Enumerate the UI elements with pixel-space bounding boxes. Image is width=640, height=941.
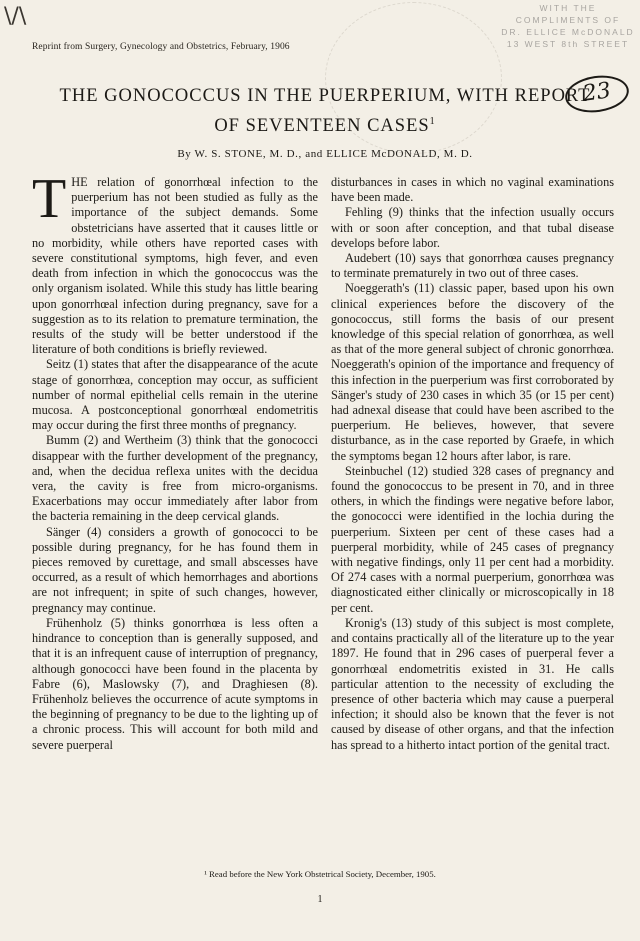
title-line-2: OF SEVENTEEN CASES$^1$ bbox=[214, 116, 436, 137]
title-footnote-marker: 1 bbox=[429, 116, 436, 127]
paragraph: Steinbuchel (12) studied 328 cases of pregnancy and found the gonococcus to be present in 70, and in three others, in which the findings were negative before labor, the gonococci were identified in the lochia during the puerperium. Sixteen per cent of these cases had a puerperal morbidity, while of 245 cases of pregnancy with negative findings, only 11 per cent had a morbidity. Of 274 cases with a normal puerperium, gonorrhœa was diagnosticated either clinically or microscopically in 18 per cent. bbox=[331, 463, 614, 615]
paragraph: disturbances in cases in which no vaginal examinations have been made. bbox=[331, 175, 614, 205]
paragraph: Frühenholz (5) thinks gonorrhœa is less often a hindrance to conception than is generally supposed, and that it is an infrequent cause of interruption of pregnancy, although gonococci have been found in the placenta by Fabre (6), Maslowsky (7), and Draghiesen (8). Frühenholz believes the occurrence of acute symptoms in the beginning of pregnancy to be due to the lighting up of a chronic process. This will account for both mild and severe puerperal bbox=[32, 615, 318, 752]
page-number: 1 bbox=[317, 894, 323, 905]
paragraph: Bumm (2) and Wertheim (3) think that the gonococci disappear with the further development of the pregnancy, and, when the decidua reflexa unites with the decidua vera, the cavity is free from micro-organisms. Exacerbations may occur immediately after labor from the bacteria remaining in the deep cervical glands. bbox=[32, 433, 318, 524]
drop-cap: T bbox=[32, 168, 67, 230]
paragraph: Noeggerath's (11) classic paper, based upon his own clinical experiences before the discovery of the gonococcus, still forms the basis of our present knowledge of this special relation of gonorrhœa, as well as that of the more general subject of chronic gonorrhœa. Noeggerath's opinion of the importance and frequency of this infection in the puerperium was first corroborated by Sänger's study of 230 cases in which 35 (or 15 per cent) had adnexal disease that could have been ascribed to the puerperium. He believes, however, that severe disturbance, as in the case reported by Graefe, in which the symptoms began 12 hours after labor, is rare. bbox=[331, 281, 614, 463]
footnote: ¹ Read before the New York Obstetrical Society, December, 1905. bbox=[204, 869, 436, 879]
left-column bbox=[32, 168, 318, 753]
corner-pencil-mark: \/\ bbox=[4, 4, 27, 29]
title-line-1: THE GONOCOCCUS IN THE PUERPERIUM, WITH REPORT bbox=[59, 86, 591, 106]
reprint-notice: Reprint from Surgery, Gynecology and Obstetrics, February, 1906 bbox=[32, 42, 290, 52]
paragraph: THE relation of gonorrhœal infection to the puerperium has not been studied as fully as the importance of the subject demands. Some obstetricians have asserted that it causes little or no morbidity, while others have reported cases with severe constitutional symptoms, high fever, and even death from infection in which the gonococcus was the only organism isolated. While this study has little bearing upon gonorrhœal infection during pregnancy, save for a suggestion as to its relation to premature termination, the results of the study will be better understood if the literature of both conditions is briefly reviewed. bbox=[32, 168, 318, 357]
stamp-line-2: DR. ELLICE McDONALD bbox=[501, 27, 635, 37]
stamp-line-3: 13 WEST 8th STREET bbox=[506, 39, 630, 49]
reprint-number-circle: 23 bbox=[563, 72, 631, 117]
right-column bbox=[331, 175, 614, 753]
paragraph: Seitz (1) states that after the disappearance of the acute stage of gonorrhœa, conception may occur, as sufficient number of normal epithelial cells remain in the uterine mucosa. A postconceptional gonorrhœal endometritis may occur during the first three months of pregnancy. bbox=[32, 357, 318, 433]
paragraph: Audebert (10) says that gonorrhœa causes pregnancy to terminate prematurely in two out of three cases. bbox=[331, 251, 614, 281]
compliments-stamp bbox=[498, 2, 638, 50]
stamp-line-1: WITH THE COMPLIMENTS OF bbox=[515, 3, 621, 25]
byline: By W. S. STONE, M. D., and ELLICE McDONALD, M. D. bbox=[177, 148, 473, 160]
paragraph: Fehling (9) thinks that the infection usually occurs with or soon after conception, and that tubal disease develops before labor. bbox=[331, 205, 614, 250]
paragraph: Kronig's (13) study of this subject is most complete, and contains practically all of the literature up to the year 1897. He found that in 296 cases of puerperal fever a gonorrhœal endometritis existed in 31. He calls particular attention to the necessity of excluding the presence of other bacteria which may cause a puerperal infection; it should also be known that the fever is not caused by disease of other organs, and that the infection has spread to a hitherto intact portion of the genital tract. bbox=[331, 615, 614, 752]
paragraph: Sänger (4) considers a growth of gonococci to be possible during pregnancy, for he has found them in pieces removed by curettage, and small abscesses have occurred, as a result of which hemorrhages and abortions are not infrequent; in spite of such changes, however, pregnancy may continue. bbox=[32, 524, 318, 615]
article-title bbox=[40, 84, 610, 139]
